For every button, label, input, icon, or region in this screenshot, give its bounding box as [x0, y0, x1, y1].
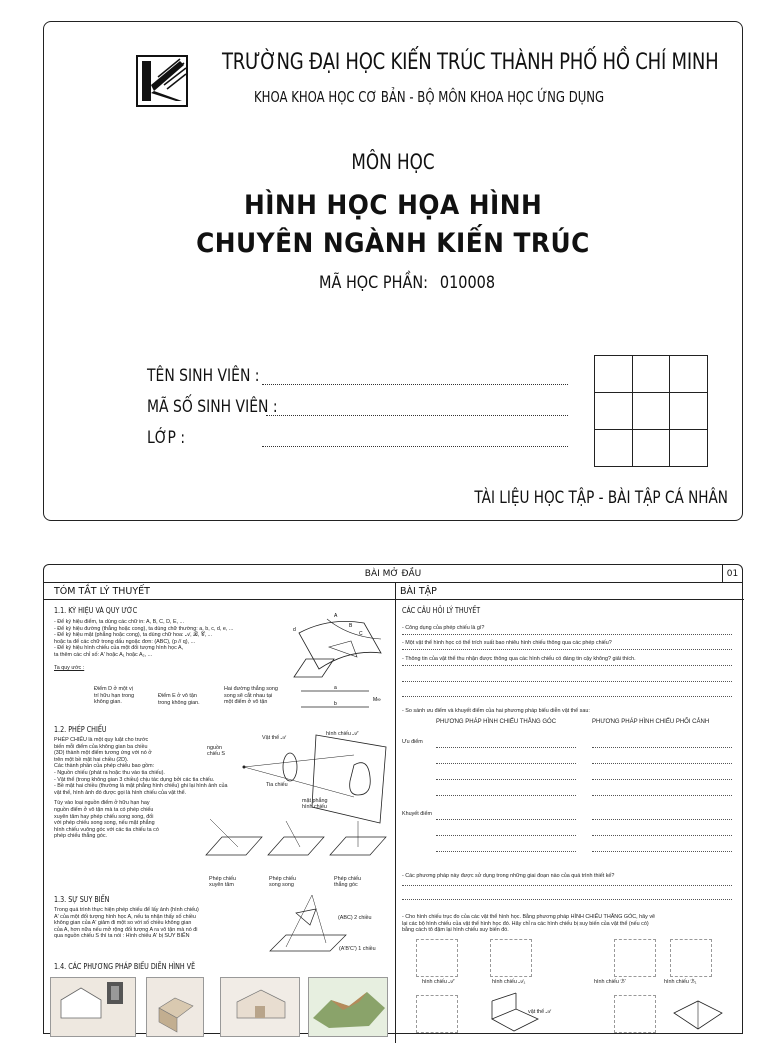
grid-cell	[632, 356, 670, 393]
section-1-1-title: 1.1. KÝ HIỆU VÀ QUY ƯỚC	[54, 606, 138, 615]
question-5: - Các phương pháp này được sử dụng trong những giai đoạn nào của quá trình thiết kế?	[402, 873, 615, 879]
question-2: - Một vật thể hình học có thể trích xuất bao nhiêu hình chiếu thông qua các phép chiếu?	[402, 640, 612, 646]
answer-line[interactable]	[402, 885, 732, 886]
student-name-field[interactable]	[262, 384, 568, 385]
answer-line[interactable]	[402, 649, 732, 650]
grid-cell	[595, 430, 633, 467]
course-title-line1: HÌNH HỌC HỌA HÌNH	[243, 190, 543, 221]
cons-persp-line[interactable]	[592, 851, 732, 852]
fig-projection-label: hình chiếu 𝒜'	[326, 731, 359, 737]
svg-text:A: A	[334, 613, 338, 619]
method-orthographic: PHƯƠNG PHÁP HÌNH CHIẾU THẲNG GÓC	[436, 719, 557, 725]
answer-line[interactable]	[402, 681, 732, 682]
section-1-1-text: - Để ký hiệu điểm, ta dùng các chữ in: A, B, C, D, E, ... - Để ký hiệu đường (thẳng hoặc cong), ta dùng chữ thường: a, b, c, d, e, ... - Để ký hiệu mặt (phẳng hoặc cong), ta dùng chữ hoa: 𝒜, ℬ, 𝒞, ... hoặc ta để các chữ trong dấu ngoặc đơn: (ABC), (p // q), ... - Để ký hiệu hình chiếu của một đối tượng hình học A, ta thêm các chỉ số: A' hoặc A₁ hoặc A₂, ...	[54, 619, 234, 658]
svg-text:C: C	[359, 631, 363, 637]
pros-orth-line[interactable]	[436, 747, 576, 748]
grid-cell	[670, 430, 708, 467]
plane-symbol-icon	[292, 655, 336, 681]
score-grid	[594, 355, 708, 467]
faculty-name: KHOA KHOA HỌC CƠ BẢN - BỘ MÔN KHOA HỌC ỨNG DỤNG	[254, 88, 605, 106]
answer-line[interactable]	[402, 634, 732, 635]
cover-footer: TÀI LIỆU HỌC TẬP - BÀI TẬP CÁ NHÂN	[474, 488, 728, 508]
pros-persp-line[interactable]	[592, 779, 732, 780]
drawing-box[interactable]	[614, 939, 656, 977]
questions-header: CÁC CÂU HỎI LÝ THUYẾT	[402, 606, 481, 615]
abc-2d-label: (ABC) 2 chiều	[338, 915, 372, 921]
house-sketch-icon	[51, 978, 137, 1038]
cons-persp-line[interactable]	[592, 819, 732, 820]
cons-orth-line[interactable]	[436, 851, 576, 852]
class-label: LỚP :	[147, 428, 186, 448]
course-code-value: 010008	[439, 273, 496, 293]
building-sketch-icon	[221, 978, 301, 1038]
drawing-box[interactable]	[416, 995, 458, 1033]
section-1-3-text: Trong quá trình thực hiện phép chiếu để lấy ảnh (hình chiếu) A' của một đối tượng hình học A, nếu ta nhận thấy số chiều không gian của A' giảm đi một so với số chiều không gian của A, hơn nữa nếu mở rộng đối tượng A ra vô tận mà nó đi qua nguồn chiếu S thì ta nói : Hình chiếu A' bị SUY BIẾN	[54, 907, 199, 940]
grid-cell	[632, 393, 670, 430]
pros-persp-line[interactable]	[592, 747, 732, 748]
method-image-4	[308, 977, 388, 1037]
drawing-box[interactable]	[614, 995, 656, 1033]
drawing-box[interactable]	[670, 939, 712, 977]
proj-type-parallel: Phép chiếu song song	[269, 876, 296, 888]
svg-text:a: a	[334, 685, 337, 691]
section-1-3-title: 1.3. SỰ SUY BIẾN	[54, 895, 110, 904]
worksheet-title: BÀI MỞ ĐẦU	[364, 569, 422, 579]
pros-orth-line[interactable]	[436, 779, 576, 780]
question-3: - Thông tin của vật thể thu nhận được thông qua các hình chiếu có đáng tin cậy không? giải thích.	[402, 656, 636, 662]
course-code-label: MÃ HỌC PHẦN:	[319, 273, 429, 293]
abc-1d-label: (A'B'C') 1 chiều	[339, 946, 376, 952]
fig-plane-label: mặt phẳng hình chiếu	[302, 798, 328, 810]
proj-label-b2: hình chiếu ℬ₁	[664, 979, 697, 985]
student-id-field[interactable]	[266, 415, 568, 416]
university-name: TRƯỜNG ĐẠI HỌC KIẾN TRÚC THÀNH PHỐ HỒ CHÍ MINH	[222, 50, 719, 75]
column-divider	[395, 583, 396, 1043]
convention-point-d: Điểm D ở một vị trí hữu hạn trong không gian.	[94, 686, 135, 706]
left-column-title: TÓM TẮT LÝ THUYẾT	[44, 583, 395, 600]
svg-text:B: B	[349, 623, 353, 629]
object-a-label: vật thể 𝒜	[528, 1009, 551, 1015]
terrain-model-icon	[309, 978, 389, 1038]
answer-line[interactable]	[402, 665, 732, 666]
section-1-2-text: PHÉP CHIẾU là một quy luật cho trước biến mỗi điểm của không gian ba chiều (3D) thành một điểm tương ứng với nó ở trên một bề mặt hai chiều (2D). Các thành phần của phép chiếu bao gồm: - Nguồn chiếu (phát ra hoặc thu vào tia chiếu). - Vật thể (trong không gian 3 chiều) chịu tác dụng bởi các tia chiếu. - Bề mặt hai chiều (thường là mặt phẳng hình chiếu) ghi lại hình ảnh của vật thể, hình ảnh đó được gọi là hình chiếu của vật thể. Tùy vào loại nguồn điểm ở hữu hạn hay nguồn điểm ở vô tận mà ta có phép chiếu xuyên tâm hay phép chiếu song song, đối với phép chiếu song song, nếu mặt phẳng hình chiếu vuông góc với các tia chiếu ta có phép chiếu thẳng góc.	[54, 737, 228, 840]
fig-ray-label: Tia chiếu	[266, 782, 288, 788]
student-id-label: MÃ SỐ SINH VIÊN :	[147, 397, 278, 417]
pros-persp-line[interactable]	[592, 763, 732, 764]
grid-cell	[595, 393, 633, 430]
section-1-4-title: 1.4. CÁC PHƯƠNG PHÁP BIỂU DIỄN HÌNH VẼ	[54, 962, 196, 971]
grid-cell	[670, 393, 708, 430]
cover-frame	[43, 21, 743, 521]
grid-cell	[632, 430, 670, 467]
section-1-2-title: 1.2. PHÉP CHIẾU	[54, 725, 107, 734]
projection-diagram	[204, 725, 394, 825]
fig-object-label: Vật thể 𝒜	[262, 735, 286, 741]
drawing-box[interactable]	[416, 939, 458, 977]
convention-parallel: Hai đường thẳng song song sẽ cắt nhau tại một điểm ở vô tận	[224, 686, 278, 706]
parallel-lines-diagram	[299, 685, 379, 715]
box-sketch-icon	[147, 978, 205, 1038]
method-perspective: PHƯƠNG PHÁP HÌNH CHIẾU PHỐI CẢNH	[592, 719, 710, 725]
cons-persp-line[interactable]	[592, 835, 732, 836]
drawing-box[interactable]	[490, 939, 532, 977]
svg-text:M∞: M∞	[373, 697, 381, 703]
right-column-title: BÀI TẬP	[396, 583, 744, 600]
proj-label-a2: hình chiếu 𝒜₁	[492, 979, 526, 985]
degeneration-diagram	[266, 891, 348, 957]
question-6: - Cho hình chiếu trục đo của các vật thể hình học. Bằng phương pháp HÌNH CHIẾU THẲNG GÓC, hãy vẽ lại các bộ hình chiếu của vật thể hình học đó. Hãy chỉ ra các hình chiếu bị suy biến của vật thể (nếu có) bằng cách tô đậm lại hình chiếu suy biến đó.	[402, 914, 656, 934]
fig-source-label: nguồn chiếu S	[207, 745, 225, 757]
answer-line[interactable]	[402, 696, 732, 697]
convention-point-e: Điểm E ở vô tận trong không gian.	[158, 693, 200, 706]
answer-line[interactable]	[402, 899, 732, 900]
convention-label: Ta quy ước :	[54, 665, 85, 671]
proj-type-orthographic: Phép chiếu thẳng góc	[334, 876, 361, 888]
student-name-label: TÊN SINH VIÊN :	[147, 366, 260, 386]
object-b-axonometric	[668, 989, 728, 1035]
question-4: - So sánh ưu điểm và khuyết điểm của hai phương pháp biểu diễn vật thể sau:	[402, 708, 590, 714]
pros-orth-line[interactable]	[436, 795, 576, 796]
pros-persp-line[interactable]	[592, 795, 732, 796]
svg-text:b: b	[334, 701, 337, 707]
cons-label: Khuyết điểm	[402, 811, 432, 817]
course-title-line2: CHUYÊN NGÀNH KIẾN TRÚC	[196, 228, 590, 259]
worksheet-page	[43, 564, 743, 1034]
proj-type-central: Phép chiếu xuyên tâm	[209, 876, 236, 888]
course-code	[319, 273, 495, 293]
method-image-3	[220, 977, 300, 1037]
worksheet-header	[44, 565, 742, 583]
university-logo-icon	[136, 55, 188, 107]
question-1: - Công dụng của phép chiếu là gì?	[402, 625, 485, 631]
proj-label-a1: hình chiếu 𝒜'	[422, 979, 455, 985]
subject-label: MÔN HỌC	[351, 150, 435, 174]
pros-orth-line[interactable]	[436, 763, 576, 764]
cons-orth-line[interactable]	[436, 835, 576, 836]
proj-label-b1: hình chiếu ℬ'	[594, 979, 626, 985]
cons-orth-line[interactable]	[436, 819, 576, 820]
pros-label: Ưu điểm	[402, 739, 423, 745]
class-field[interactable]	[262, 446, 568, 447]
method-image-2	[146, 977, 204, 1037]
page-number: 01	[722, 565, 742, 583]
grid-cell	[670, 356, 708, 393]
method-image-1	[50, 977, 136, 1037]
svg-text:d: d	[293, 627, 296, 633]
projection-types-diagram	[202, 815, 392, 875]
grid-cell	[595, 356, 633, 393]
